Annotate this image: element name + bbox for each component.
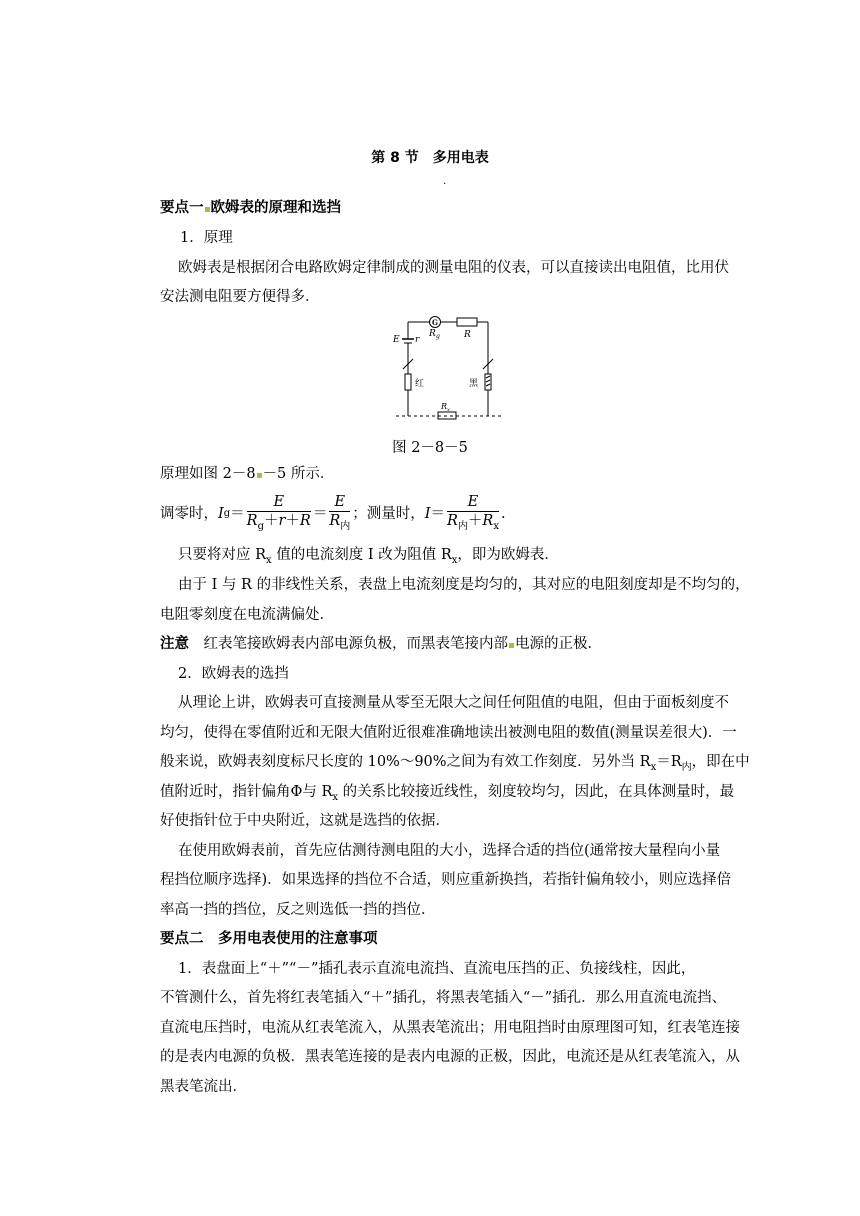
dot-mark: . — [443, 176, 447, 187]
para-selection-1: 从理论上讲，欧姆表可直接测量从零至无限大之间任何阻值的电阻，但由于面板刻度不 — [178, 695, 729, 711]
para-nonlinear-1: 由于 I 与 R 的非线性关系，表盘上电流刻度是均匀的，其对应的电阻刻度却是不均匀的， — [178, 577, 750, 593]
para-scale-change: 只要将对应 $R_x$ 值的电流刻度 I 改为阻值 $R_x$，即为欧姆表． — [178, 547, 559, 566]
equation-line: 调零时， I g ＝ $\frac{E}{R_g+r+R}$ ＝ $\frac{E}{R_内}$ ；测量时， I ＝ $\frac{E}{R_内+R_x}$ . — [160, 494, 740, 534]
subhead-selection: 2．欧姆表的选挡 — [178, 666, 289, 682]
para-selection-3: 般来说，欧姆表刻度标尺长度的 10%～90%之间为有效工作刻度．另外当 $R_x=R_内$，即在中 — [160, 754, 750, 773]
para-selection-2: 均匀，使得在零值附近和无限大值附近很难准确地读出被测电阻的数值(测量误差很大)．一 — [160, 725, 737, 741]
section1-number: 要点一 — [160, 200, 204, 216]
para-usage-3: 率高一挡的挡位，反之则选低一挡的挡位． — [160, 902, 436, 918]
label-Rg: R — [429, 329, 436, 339]
subhead-principle: 1．原理 — [180, 230, 233, 246]
note-heading: 注意 — [160, 636, 189, 652]
label-Rx-sub: x — [447, 407, 450, 413]
marker — [205, 207, 210, 212]
label-Rg-sub: g — [436, 333, 440, 340]
marker — [509, 643, 514, 648]
para-selection-4: 值附近时，指针偏角Φ与 $R_x$ 的关系比较接近线性，刻度较均匀，因此，在具体测量时，最 — [160, 784, 735, 803]
ohmmeter-circuit-diagram — [391, 312, 501, 427]
para-notes-2: 不管测什么，首先将红表笔插入“＋”插孔，将黑表笔插入“－”插孔．那么用直流电流挡、 — [160, 990, 727, 1006]
para-principle-1: 欧姆表是根据闭合电路欧姆定律制成的测量电阻的仪表，可以直接读出电阻值，比用伏 — [178, 260, 729, 276]
section1-title: 欧姆表的原理和选挡 — [210, 200, 341, 216]
page-title: 第 8 节 多用电表 — [371, 150, 489, 166]
para-notes-3: 直流电压挡时，电流从红表笔流入，从黑表笔流出；用电阻挡时由原理图可知，红表笔连接 — [160, 1020, 740, 1036]
marker — [257, 473, 262, 478]
para-notes-4: 的是表内电源的负极．黑表笔连接的是表内电源的正极，因此，电流还是从红表笔流入，从 — [160, 1049, 740, 1065]
fraction-2: $\frac{E}{R_内}$ — [329, 493, 351, 532]
para-principle-2: 安法测电阻要方便得多． — [160, 289, 320, 305]
figure-caption: 图 2－8－5 — [392, 440, 468, 456]
label-black: 黑 — [469, 379, 479, 389]
fraction-3: $\frac{E}{R_内+R_x}$ — [446, 493, 499, 532]
para-notes-5: 黑表笔流出． — [160, 1079, 247, 1095]
para-usage-1: 在使用欧姆表前，首先应估测待测电阻的大小，选择合适的挡位(通常按大量程向小量 — [178, 843, 721, 859]
para-selection-5: 好使指针位于中央附近，这就是选挡的依据． — [160, 813, 450, 829]
para-figure-ref: 原理如图 2－8 －5 所示． — [160, 466, 335, 482]
label-R: R — [464, 330, 471, 340]
para-notes-1: 1．表盘面上“＋”“－”插孔表示直流电流挡、直流电压挡的正、负接线柱，因此， — [178, 961, 696, 977]
fraction-1: $\frac{E}{R_g+r+R}$ — [246, 493, 311, 532]
section2-heading: 要点二 多用电表使用的注意事项 — [160, 931, 378, 947]
section1-heading — [160, 198, 740, 218]
para-nonlinear-2: 电阻零刻度在电流满偏处． — [160, 607, 334, 623]
label-E: E — [393, 335, 400, 345]
label-r: r — [415, 335, 420, 345]
note-paragraph: 注意 红表笔接欧姆表内部电源负极，而黑表笔接内部 电源的正极． — [160, 636, 602, 652]
para-usage-2: 程挡位顺序选择)．如果选择的挡位不合适，则应重新换挡，若指针偏角较小，则应选择倍 — [160, 872, 732, 888]
label-red: 红 — [415, 379, 425, 389]
label-Rx: R — [441, 402, 448, 411]
label-G: G — [432, 318, 438, 327]
